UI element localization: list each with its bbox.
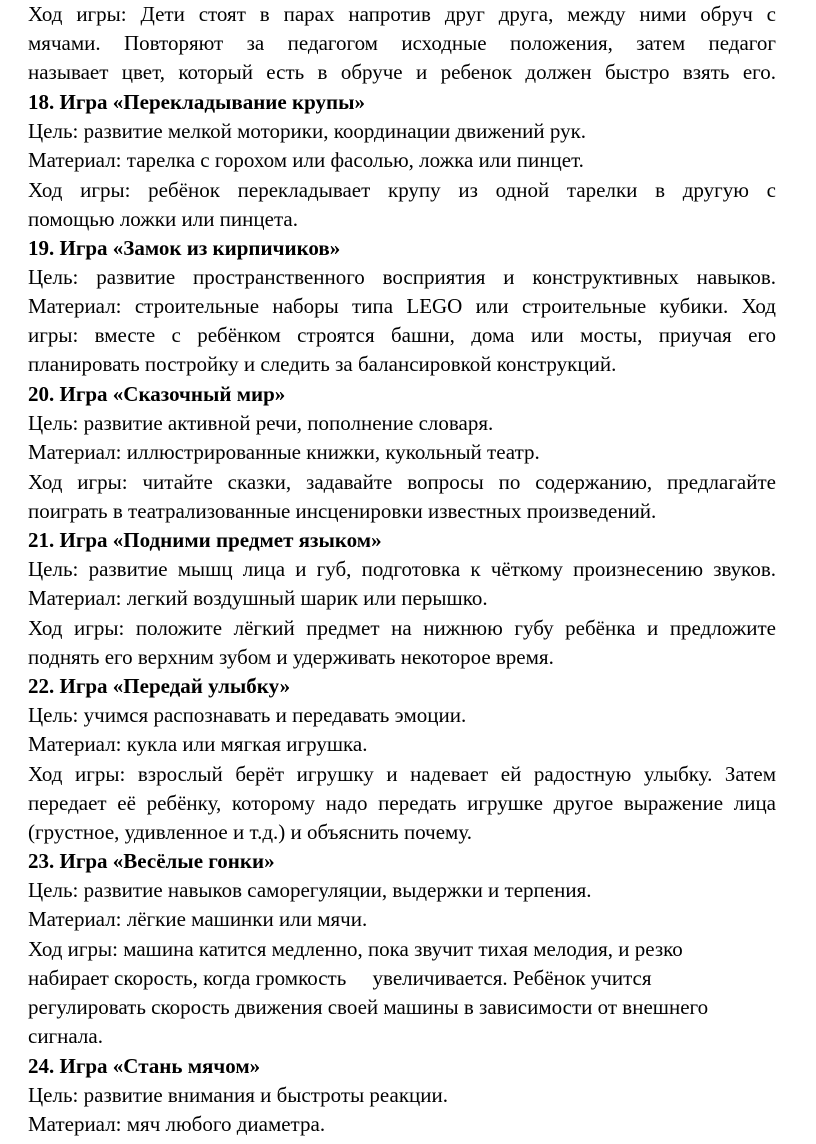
text-line: называет цвет, который есть в обруче и ребенок должен быстро взять его. — [28, 60, 776, 84]
text-line: Материал: кукла или мягкая игрушка. — [28, 732, 368, 756]
text-line: Цель: развитие пространственного восприятия и конструктивных навыков. — [28, 265, 776, 289]
text-line: Материал: легкий воздушный шарик или перышко. — [28, 586, 488, 610]
text-line: набирает скорость, когда громкость увеличивается. Ребёнок учится — [28, 966, 652, 990]
section-heading: 23. Игра «Весёлые гонки» — [28, 849, 275, 873]
text-line: Ход игры: взрослый берёт игрушку и надевает ей радостную улыбку. Затем — [28, 762, 776, 786]
text-line: Цель: развитие навыков саморегуляции, выдержки и терпения. — [28, 878, 592, 902]
text-line: Ход игры: Дети стоят в парах напротив друг друга, между ними обруч с — [28, 2, 776, 26]
text-line: Материал: иллюстрированные книжки, кукольный театр. — [28, 440, 540, 464]
text-line: (грустное, удивленное и т.д.) и объяснить почему. — [28, 820, 472, 844]
text-line: Материал: тарелка с горохом или фасолью, ложка или пинцет. — [28, 148, 584, 172]
text-line: Ход игры: машина катится медленно, пока звучит тихая мелодия, и резко — [28, 937, 683, 961]
text-line: Материал: строительные наборы типа LEGO или строительные кубики. Ход — [28, 294, 776, 318]
text-line: передает её ребёнку, которому надо передать игрушке другое выражение лица — [28, 791, 776, 815]
text-line: Цель: развитие активной речи, пополнение словаря. — [28, 411, 494, 435]
text-line: сигнала. — [28, 1024, 103, 1048]
section-heading: 20. Игра «Сказочный мир» — [28, 382, 286, 406]
text-line: планировать постройку и следить за балансировкой конструкций. — [28, 352, 617, 376]
text-line: Ход игры: ребёнок перекладывает крупу из одной тарелки в другую с — [28, 178, 776, 202]
text-line: поиграть в театрализованные инсценировки известных произведений. — [28, 499, 657, 523]
text-line: Ход игры: читайте сказки, задавайте вопросы по содержанию, предлагайте — [28, 470, 776, 494]
text-line: Цель: учимся распознавать и передавать эмоции. — [28, 703, 467, 727]
text-line: регулировать скорость движения своей машины в зависимости от внешнего — [28, 995, 709, 1019]
section-heading: 19. Игра «Замок из кирпичиков» — [28, 236, 341, 260]
text-line: Цель: развитие мышц лица и губ, подготовка к чёткому произнесению звуков. — [28, 557, 776, 581]
text-line: мячами. Повторяют за педагогом исходные положения, затем педагог — [28, 31, 776, 55]
text-line: поднять его верхним зубом и удерживать некоторое время. — [28, 645, 554, 669]
text-line: Материал: лёгкие машинки или мячи. — [28, 907, 368, 931]
section-heading: 21. Игра «Подними предмет языком» — [28, 528, 382, 552]
section-heading: 22. Игра «Передай улыбку» — [28, 674, 291, 698]
text-line: помощью ложки или пинцета. — [28, 207, 298, 231]
text-line: игры: вместе с ребёнком строятся башни, дома или мосты, приучая его — [28, 323, 776, 347]
section-heading: 18. Игра «Перекладывание крупы» — [28, 90, 365, 114]
text-line: Ход игры: положите лёгкий предмет на нижнюю губу ребёнка и предложите — [28, 616, 776, 640]
section-heading: 24. Игра «Стань мячом» — [28, 1054, 261, 1078]
text-line: Материал: мяч любого диаметра. — [28, 1112, 326, 1136]
text-line: Цель: развитие внимания и быстроты реакции. — [28, 1083, 448, 1107]
text-line: Цель: развитие мелкой моторики, координации движений рук. — [28, 119, 587, 143]
